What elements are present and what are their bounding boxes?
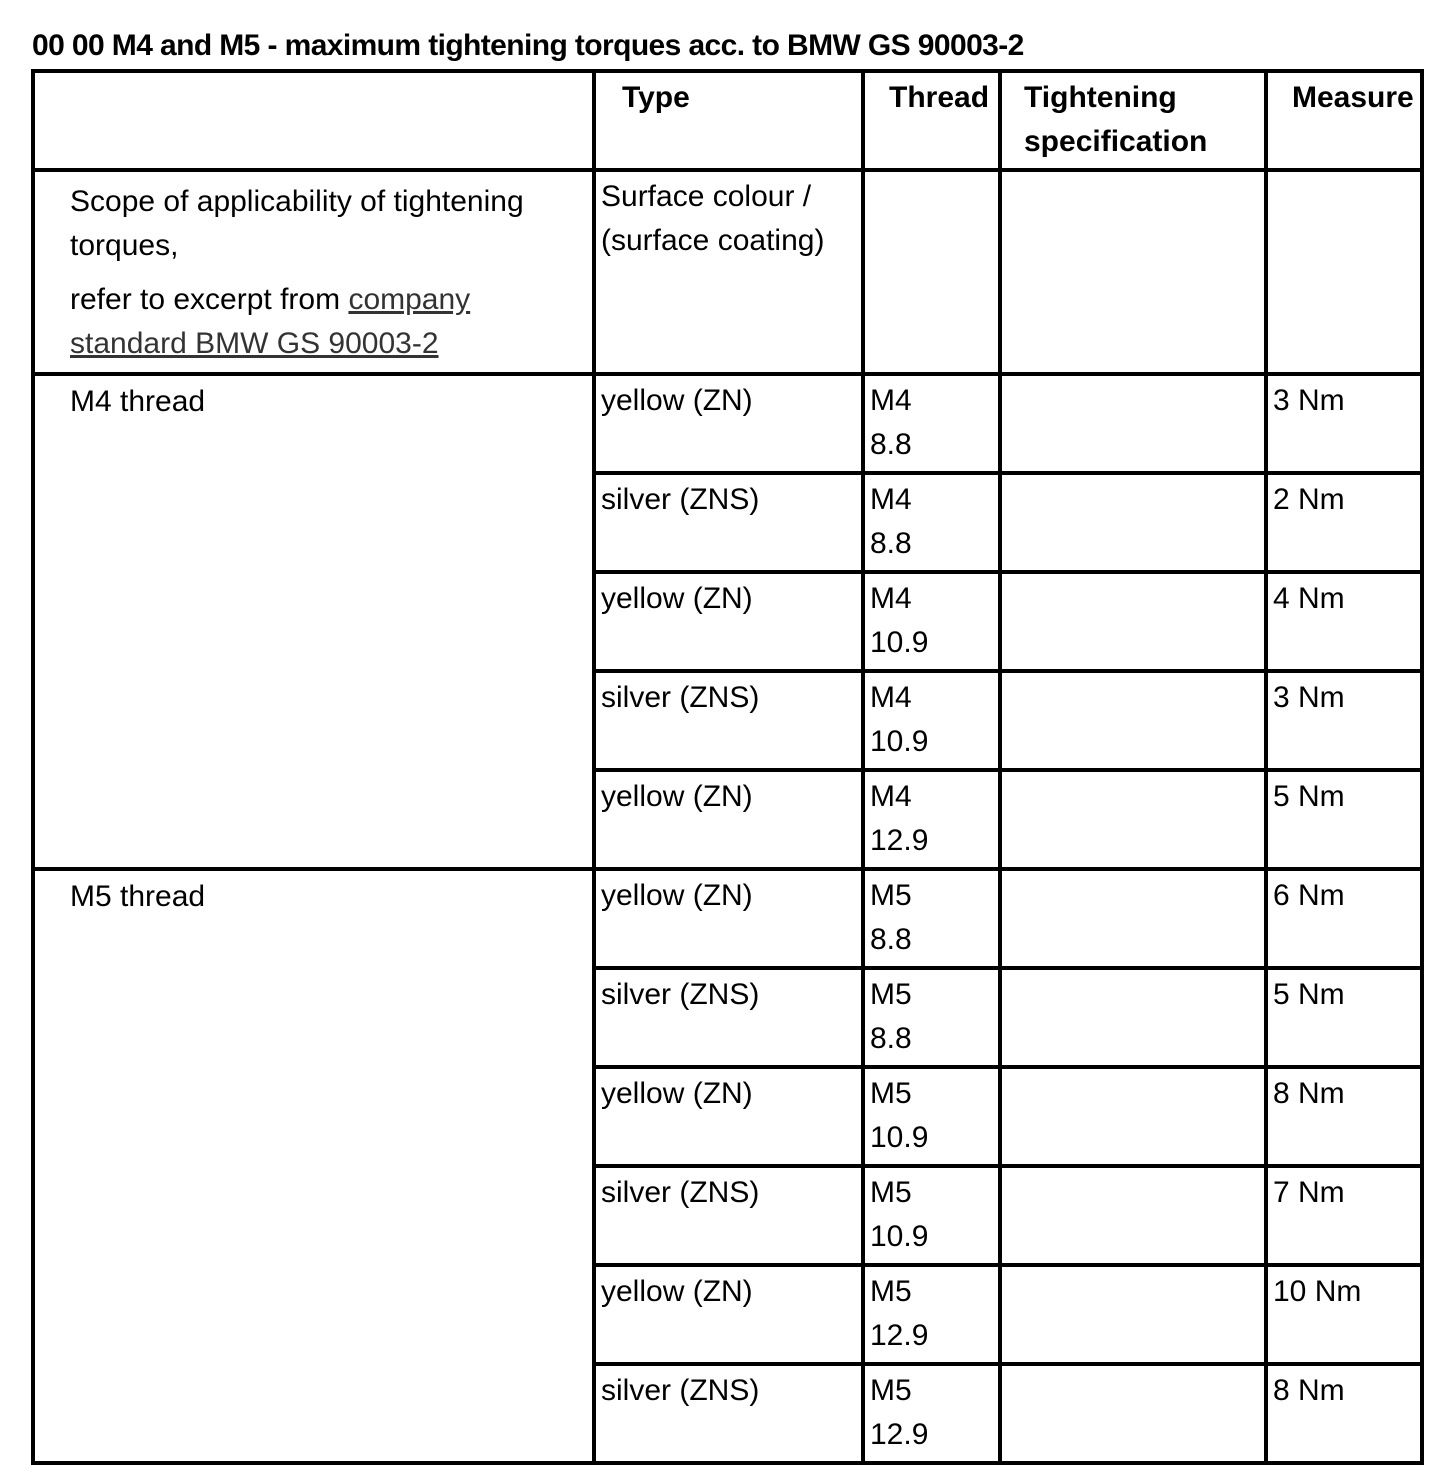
spec-cell <box>1000 1265 1266 1364</box>
thread-cell-text: M4 10.9 <box>870 582 929 659</box>
measure-cell-text: 4 Nm <box>1273 582 1345 615</box>
measure-cell-text: 2 Nm <box>1273 483 1345 516</box>
thread-cell-text: M4 8.8 <box>870 483 912 560</box>
type-cell-text: silver (ZNS) <box>601 681 760 714</box>
thread-cell <box>863 1166 1000 1265</box>
page-title: 00 00 M4 and M5 - maximum tightening torques acc. to BMW GS 90003-2 <box>32 29 1024 62</box>
spec-cell-text <box>1002 574 1264 581</box>
measure-cell-text: 6 Nm <box>1273 879 1345 912</box>
measure-cell-text: 5 Nm <box>1273 978 1345 1011</box>
scope-refer-text: refer to excerpt from <box>70 283 341 316</box>
measure-cell-text: 8 Nm <box>1273 1077 1345 1110</box>
thread-cell-text: M5 12.9 <box>870 1275 929 1352</box>
measure-cell-text: 10 Nm <box>1273 1275 1362 1308</box>
header-empty <box>33 71 594 170</box>
thread-cell <box>863 473 1000 572</box>
scope-thread-cell <box>863 170 1000 374</box>
thread-cell-text: M5 12.9 <box>870 1374 929 1451</box>
scope-row <box>33 170 1422 374</box>
thread-cell <box>863 374 1000 473</box>
spec-cell <box>1000 1067 1266 1166</box>
type-cell <box>594 572 863 671</box>
measure-cell <box>1266 869 1422 968</box>
measure-cell <box>1266 1166 1422 1265</box>
thread-cell-text: M5 10.9 <box>870 1176 929 1253</box>
scope-text: Scope of applicability of tightening torques, <box>70 185 524 262</box>
thread-cell-text: M5 8.8 <box>870 978 912 1055</box>
type-cell <box>594 1364 863 1463</box>
spec-cell <box>1000 968 1266 1067</box>
type-cell-text: yellow (ZN) <box>601 780 753 813</box>
spec-cell <box>1000 1166 1266 1265</box>
header-type <box>594 71 863 170</box>
thread-cell-text: M5 10.9 <box>870 1077 929 1154</box>
thread-cell-text: M4 12.9 <box>870 780 929 857</box>
header-measure-label: Measure <box>1292 81 1414 114</box>
spec-cell-text <box>1002 475 1264 482</box>
measure-cell-text: 5 Nm <box>1273 780 1345 813</box>
spec-cell-text <box>1002 1069 1264 1076</box>
type-cell-text: silver (ZNS) <box>601 1176 760 1209</box>
type-cell-text: silver (ZNS) <box>601 978 760 1011</box>
torque-table <box>31 69 1424 1465</box>
spec-cell <box>1000 671 1266 770</box>
measure-cell <box>1266 671 1422 770</box>
spec-cell <box>1000 473 1266 572</box>
type-cell-text: silver (ZNS) <box>601 1374 760 1407</box>
thread-cell-text: M4 10.9 <box>870 681 929 758</box>
type-cell-text: silver (ZNS) <box>601 483 760 516</box>
type-cell <box>594 1265 863 1364</box>
spec-cell-text <box>1002 1267 1264 1274</box>
thread-cell <box>863 869 1000 968</box>
scope-refer <box>70 268 592 366</box>
thread-cell <box>863 770 1000 869</box>
header-thread <box>863 71 1000 170</box>
type-cell <box>594 770 863 869</box>
scope-type-text: Surface colour / (surface coating) <box>601 180 825 257</box>
thread-cell <box>863 1364 1000 1463</box>
measure-cell <box>1266 1364 1422 1463</box>
spec-cell-text <box>1002 673 1264 680</box>
type-cell-text: yellow (ZN) <box>601 582 753 615</box>
company-standard-link[interactable]: company standard BMW GS 90003-2 <box>70 283 471 360</box>
spec-cell-text <box>1002 1366 1264 1373</box>
table-header-row <box>33 71 1422 170</box>
type-cell-text: yellow (ZN) <box>601 1077 753 1110</box>
type-cell-text: yellow (ZN) <box>601 879 753 912</box>
spec-cell-text <box>1002 871 1264 878</box>
measure-cell <box>1266 1265 1422 1364</box>
header-measure <box>1266 71 1422 170</box>
type-cell <box>594 869 863 968</box>
header-spec <box>1000 71 1266 170</box>
table-row <box>33 374 1422 473</box>
scope-spec-cell <box>1000 170 1266 374</box>
header-spec-label: Tightening specification <box>1024 81 1208 158</box>
header-type-label: Type <box>622 81 690 114</box>
type-cell <box>594 968 863 1067</box>
thread-cell <box>863 671 1000 770</box>
spec-cell <box>1000 1364 1266 1463</box>
measure-cell-text: 8 Nm <box>1273 1374 1345 1407</box>
groups-body <box>33 374 1422 1463</box>
type-cell <box>594 1067 863 1166</box>
spec-cell-text <box>1002 970 1264 977</box>
spec-cell-text <box>1002 376 1264 383</box>
spec-cell <box>1000 374 1266 473</box>
type-cell-text: yellow (ZN) <box>601 384 753 417</box>
thread-cell <box>863 1265 1000 1364</box>
type-cell <box>594 374 863 473</box>
thread-cell <box>863 1067 1000 1166</box>
thread-cell-text: M5 8.8 <box>870 879 912 956</box>
measure-cell-text: 3 Nm <box>1273 681 1345 714</box>
thread-cell-text: M4 8.8 <box>870 384 912 461</box>
type-cell <box>594 473 863 572</box>
spec-cell <box>1000 770 1266 869</box>
scope-measure-cell <box>1266 170 1422 374</box>
measure-cell-text: 3 Nm <box>1273 384 1345 417</box>
measure-cell <box>1266 473 1422 572</box>
measure-cell <box>1266 968 1422 1067</box>
spec-cell-text <box>1002 772 1264 779</box>
thread-cell <box>863 572 1000 671</box>
measure-cell-text: 7 Nm <box>1273 1176 1345 1209</box>
measure-cell <box>1266 1067 1422 1166</box>
measure-cell <box>1266 770 1422 869</box>
header-thread-label: Thread <box>889 81 990 114</box>
thread-cell <box>863 968 1000 1067</box>
spec-cell-text <box>1002 1168 1264 1175</box>
measure-cell <box>1266 572 1422 671</box>
spec-cell <box>1000 869 1266 968</box>
type-cell-text: yellow (ZN) <box>601 1275 753 1308</box>
scope-cell <box>33 170 594 374</box>
type-cell <box>594 1166 863 1265</box>
thread-group-label: M5 thread <box>33 869 594 1463</box>
spec-cell <box>1000 572 1266 671</box>
table-row <box>33 869 1422 968</box>
type-cell <box>594 671 863 770</box>
measure-cell <box>1266 374 1422 473</box>
scope-type-cell <box>594 170 863 374</box>
thread-group-label: M4 thread <box>33 374 594 869</box>
